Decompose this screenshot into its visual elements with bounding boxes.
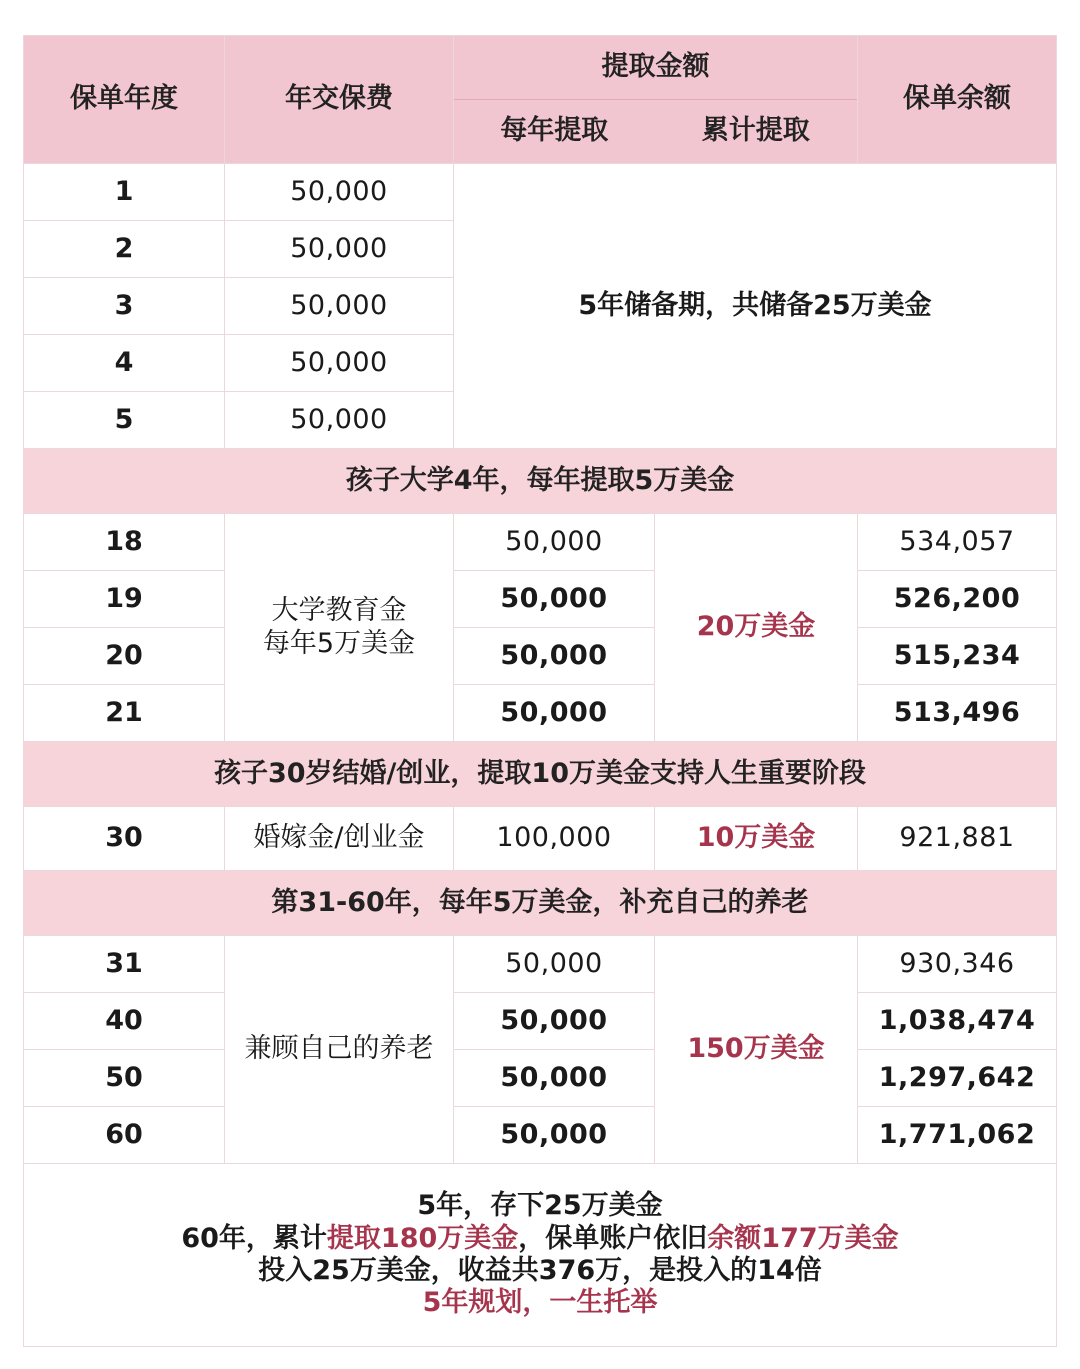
header-policy-year: 保单年度 (24, 36, 225, 164)
annual-withdrawal: 100,000 (454, 807, 655, 871)
annual-withdrawal: 50,000 (454, 993, 655, 1050)
annual-premium: 50,000 (225, 392, 454, 449)
reserve-period-note: 5年储备期，共储备25万美金 (454, 164, 1057, 449)
policy-year: 31 (24, 936, 225, 993)
policy-balance: 534,057 (858, 514, 1057, 571)
marriage-fund-purpose: 婚嫁金/创业金 (225, 807, 454, 871)
retirement-cumulative-withdrawal: 150万美金 (655, 936, 858, 1164)
summary-line-1: 5年，存下25万美金 (417, 1190, 663, 1222)
annual-withdrawal: 50,000 (454, 628, 655, 685)
header-withdrawal-amount: 提取金额 (454, 36, 858, 100)
table-row (24, 685, 1057, 742)
table-row (24, 1107, 1057, 1164)
header-annual-withdrawal: 每年提取 (454, 100, 655, 164)
table-row (24, 571, 1057, 628)
policy-year: 60 (24, 1107, 225, 1164)
policy-year: 1 (24, 164, 225, 221)
policy-balance: 1,297,642 (858, 1050, 1057, 1107)
policy-balance: 921,881 (858, 807, 1057, 871)
policy-year: 18 (24, 514, 225, 571)
policy-balance: 1,038,474 (858, 993, 1057, 1050)
summary-line-3: 投入25万美金，收益共376万，是投入的14倍 (258, 1255, 822, 1286)
college-fund-line1: 大学教育金 (271, 595, 407, 627)
header-annual-premium: 年交保费 (225, 36, 454, 164)
marriage-cumulative-withdrawal: 10万美金 (655, 807, 858, 871)
table-row (24, 1050, 1057, 1107)
annual-withdrawal: 50,000 (454, 1107, 655, 1164)
policy-balance: 1,771,062 (858, 1107, 1057, 1164)
annual-withdrawal: 50,000 (454, 1050, 655, 1107)
table-row (24, 514, 1057, 571)
annual-premium: 50,000 (225, 221, 454, 278)
policy-year: 4 (24, 335, 225, 392)
savings-plan-table (23, 35, 1057, 1347)
summary-line-2 (24, 1223, 1056, 1255)
retirement-section-banner: 第31-60年，每年5万美金，补充自己的养老 (24, 871, 1057, 936)
summary-line-2-a: 60年，累计 (181, 1222, 327, 1254)
policy-balance: 513,496 (858, 685, 1057, 742)
summary-remaining-balance: 余额177万美金 (707, 1222, 899, 1254)
retirement-fund-purpose: 兼顾自己的养老 (225, 936, 454, 1164)
header-cumulative-withdrawal: 累计提取 (655, 100, 858, 164)
annual-premium: 50,000 (225, 335, 454, 392)
policy-year: 50 (24, 1050, 225, 1107)
college-cumulative-withdrawal: 20万美金 (655, 514, 858, 742)
table-row (24, 936, 1057, 993)
policy-year: 20 (24, 628, 225, 685)
college-fund-purpose (225, 514, 454, 742)
marriage-section-banner: 孩子30岁结婚/创业，提取10万美金支持人生重要阶段 (24, 742, 1057, 807)
annual-withdrawal: 50,000 (454, 514, 655, 571)
table-row (24, 164, 1057, 221)
annual-withdrawal: 50,000 (454, 571, 655, 628)
policy-balance: 930,346 (858, 936, 1057, 993)
policy-balance: 515,234 (858, 628, 1057, 685)
policy-year: 40 (24, 993, 225, 1050)
summary-line-2-c: ，保单账户依旧 (518, 1222, 708, 1254)
policy-year: 5 (24, 392, 225, 449)
annual-withdrawal: 50,000 (454, 685, 655, 742)
annual-premium: 50,000 (225, 164, 454, 221)
plan-summary (24, 1164, 1057, 1347)
summary-withdrawn-total: 提取180万美金 (326, 1222, 519, 1254)
college-section-banner: 孩子大学4年，每年提取5万美金 (24, 449, 1057, 514)
policy-year: 3 (24, 278, 225, 335)
annual-premium: 50,000 (225, 278, 454, 335)
policy-balance: 526,200 (858, 571, 1057, 628)
policy-year: 2 (24, 221, 225, 278)
table-row (24, 993, 1057, 1050)
policy-year: 21 (24, 685, 225, 742)
table-row (24, 628, 1057, 685)
college-fund-line2: 每年5万美金 (262, 627, 416, 659)
policy-year: 30 (24, 807, 225, 871)
policy-year: 19 (24, 571, 225, 628)
annual-withdrawal: 50,000 (454, 936, 655, 993)
table-row (24, 807, 1057, 871)
header-policy-balance: 保单余额 (858, 36, 1057, 164)
summary-slogan: 5年规划，一生托举 (422, 1287, 658, 1319)
